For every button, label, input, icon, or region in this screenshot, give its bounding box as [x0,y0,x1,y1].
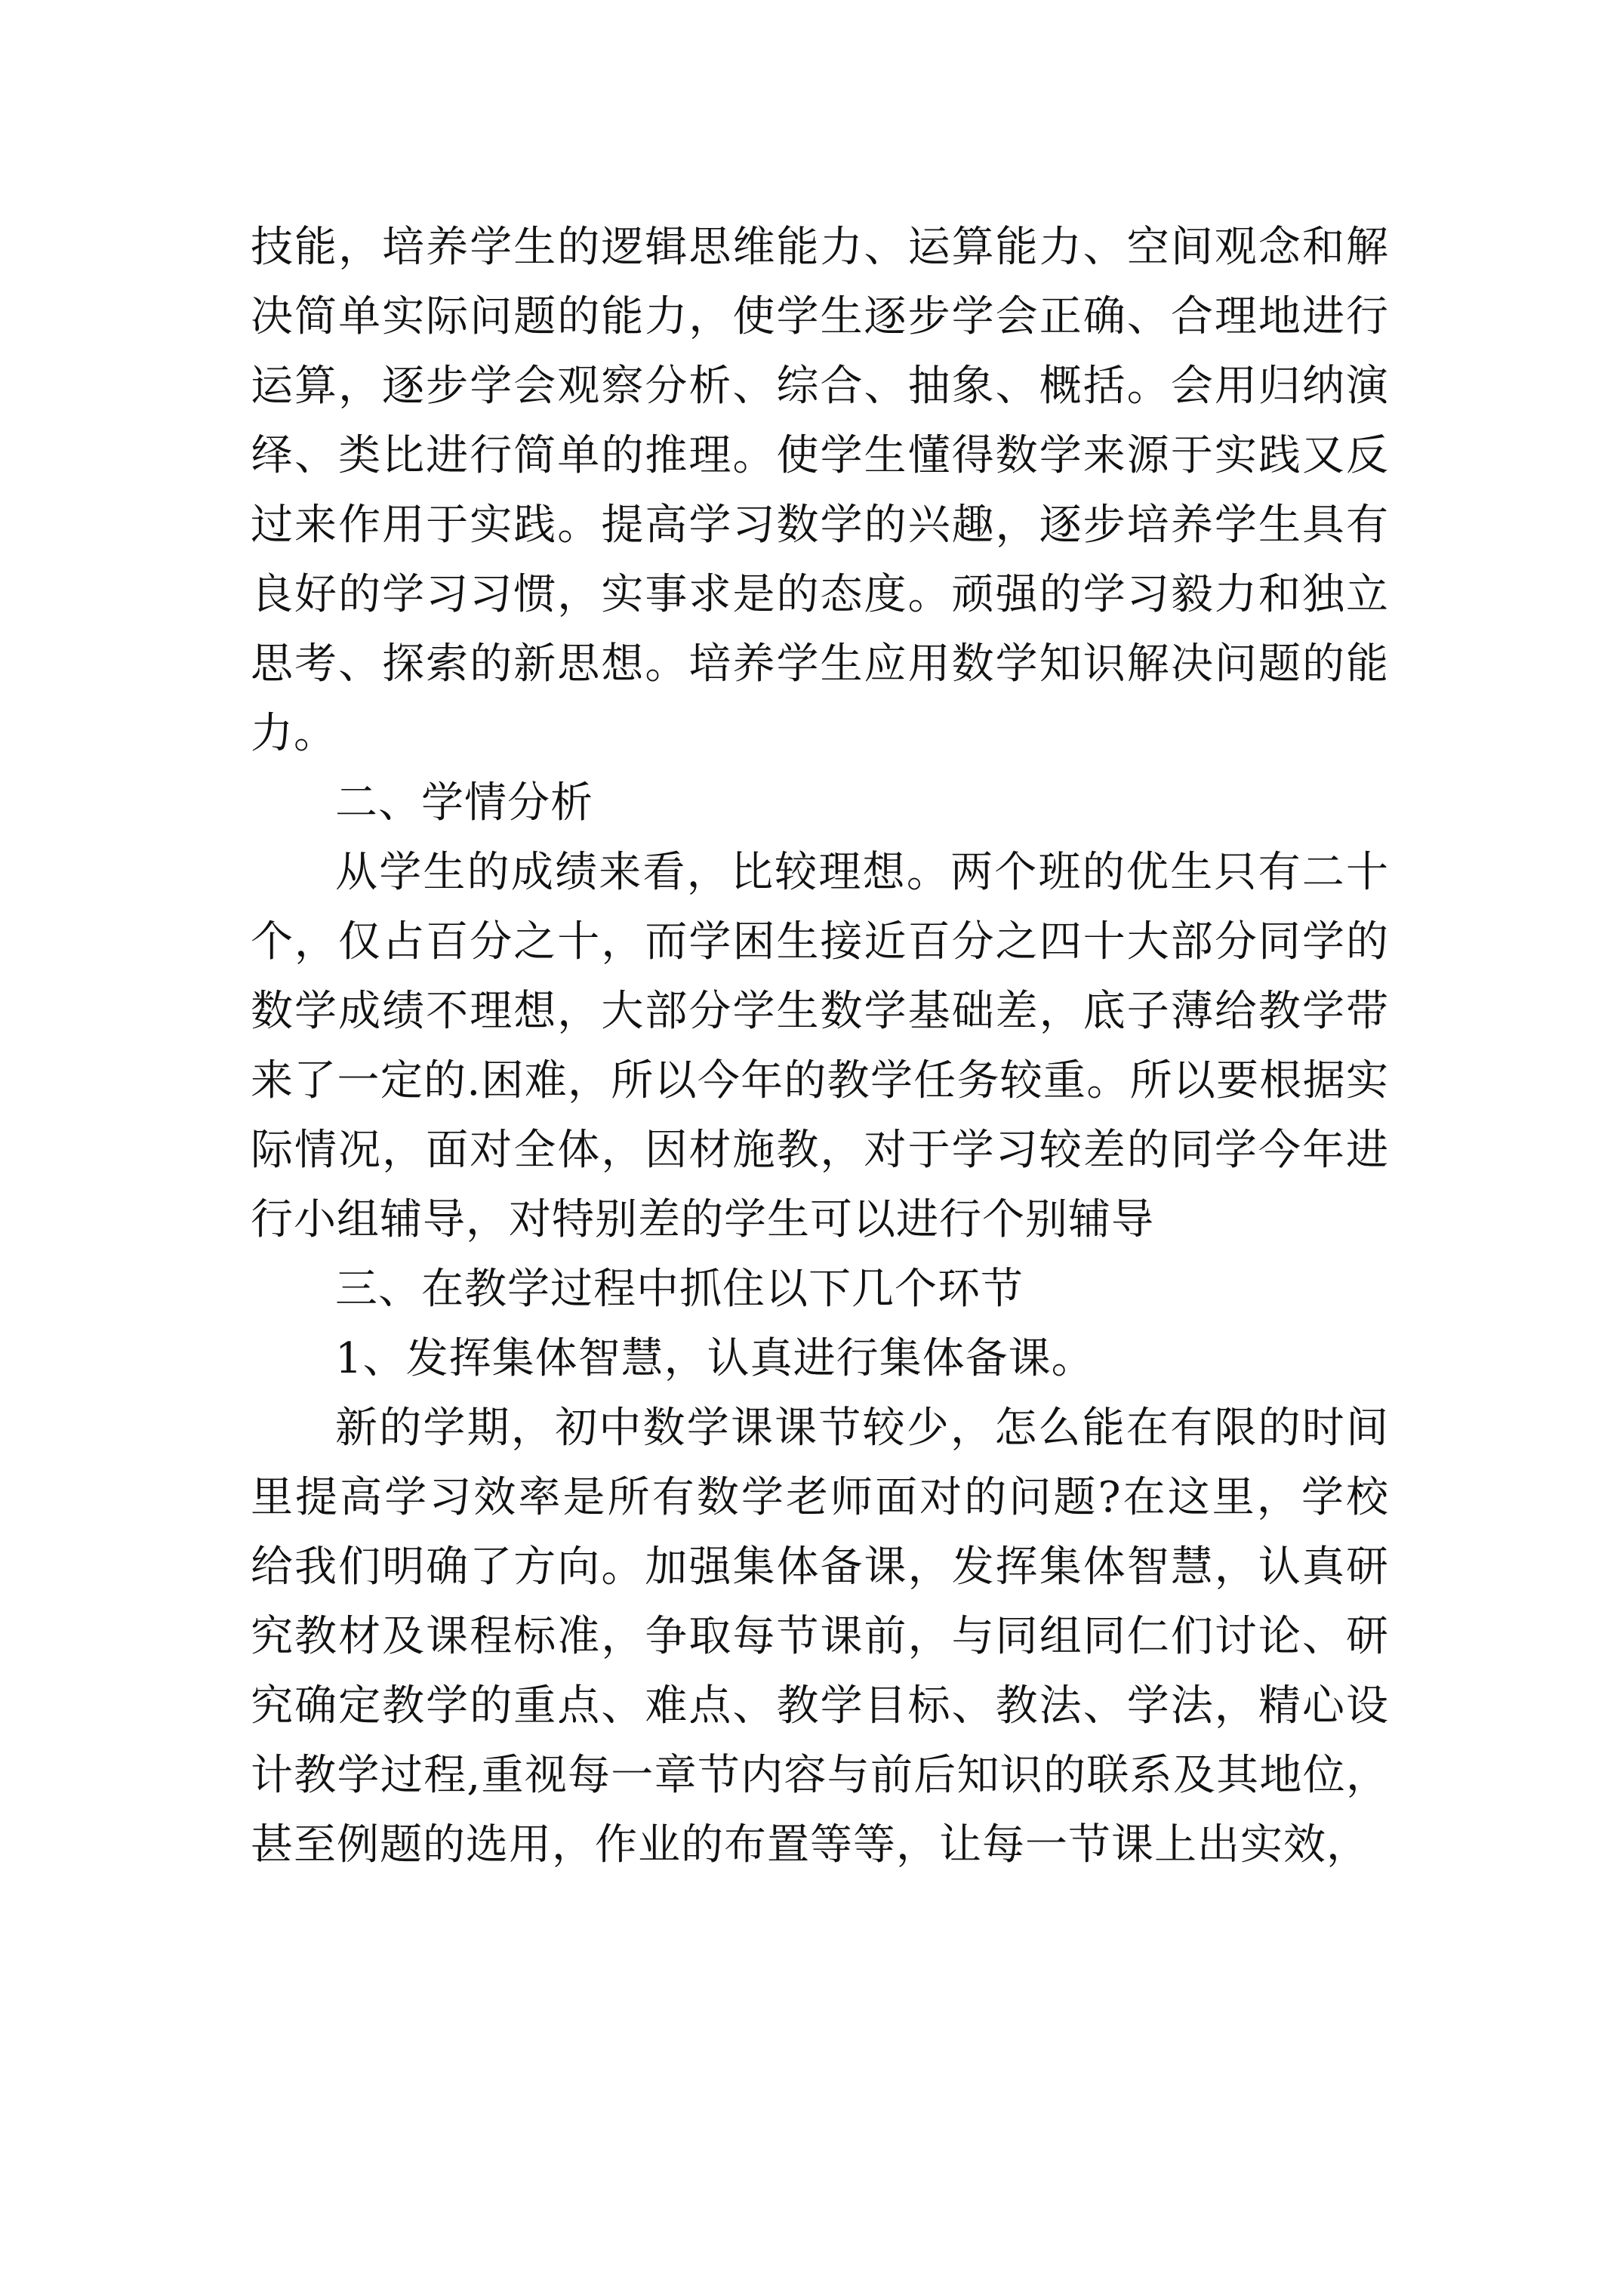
paragraph-goals-continued: 技能，培养学生的逻辑思维能力、运算能力、空间观念和解决简单实际问题的能力，使学生逐步学会正确、合理地进行运算，逐步学会观察分析、综合、抽象、概括。会用归纳演绎、类比进行简单的推理。使学生懂得数学来源于实践又反过来作用于实践。提高学习数学的兴趣，逐步培养学生具有良好的学习习惯，实事求是的态度。顽强的学习毅力和独立思考、探索的新思想。培养学生应用数学知识解决问题的能力。 [251,223,1389,758]
heading-teaching-process: 三、在教学过程中抓住以下几个环节 [335,1265,1024,1314]
paragraph-collective-prep: 新的学期，初中数学课课节较少，怎么能在有限的时间里提高学习效率是所有数学老师面对的问题?在这里，学校给我们明确了方向。加强集体备课，发挥集体智慧，认真研究教材及课程标准，争取每节课前，与同组同仁们讨论、研究确定教学的重点、难点、教学目标、教法、学法，精心设计教学过程,重视每一章节内容与前后知识的联系及其地位，甚至例题的选用，作业的布置等等，让每一节课上出实效， [251,1404,1389,1869]
subheading-collective-prep: 1、发挥集体智慧，认真进行集体备课。 [335,1334,1095,1383]
paragraph-learning-analysis: 从学生的成绩来看，比较理想。两个班的优生只有二十个，仅占百分之十，而学困生接近百分之四十大部分同学的数学成绩不理想，大部分学生数学基础差，底子薄给教学带来了一定的.困难，所以今年的教学任务较重。所以要根据实际情况，面对全体，因材施教，对于学习较差的同学今年进行小组辅导，对特别差的学生可以进行个别辅导 [251,848,1389,1244]
heading-learning-analysis: 二、学情分析 [335,778,593,827]
